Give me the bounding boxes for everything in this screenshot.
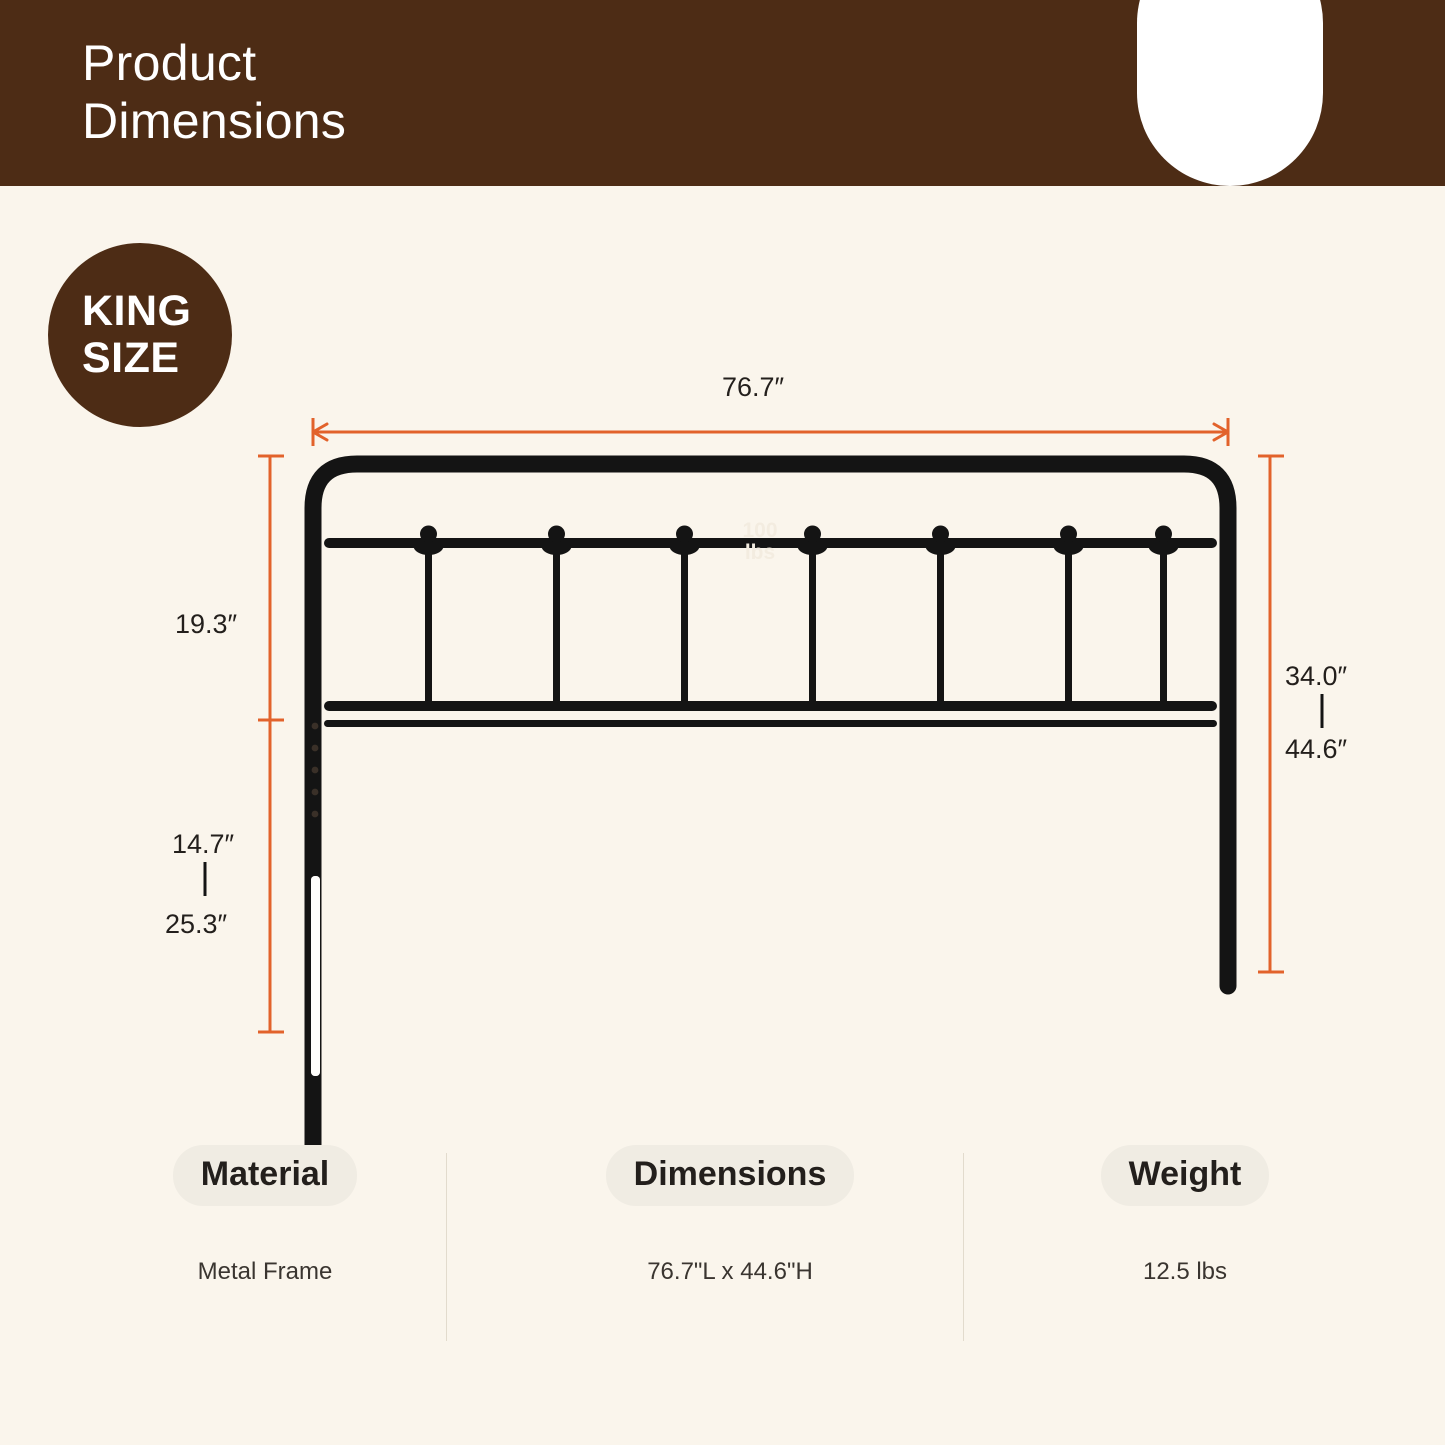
size-badge-line1: KING — [82, 287, 192, 335]
spindles — [414, 526, 1179, 707]
header-badge — [1137, 0, 1323, 186]
dimension-width-top: 76.7″ — [722, 372, 785, 402]
spec-weight-value: 12.5 lbs — [1142, 1258, 1228, 1285]
spec-divider-2 — [963, 1153, 964, 1341]
spec-strip — [0, 1145, 1445, 1375]
page-title-line1: Product — [82, 35, 257, 91]
product-diagram — [0, 186, 1445, 1186]
page-header — [0, 0, 1445, 186]
dimension-lower-left-bottom: 25.3″ — [165, 909, 228, 939]
spec-dimensions — [585, 1145, 875, 1286]
spec-material-label: Material — [173, 1145, 358, 1206]
dimension-right-bottom: 44.6″ — [1285, 734, 1348, 764]
size-badge-line2: SIZE — [82, 334, 180, 382]
spec-weight — [1040, 1145, 1330, 1286]
spec-dimensions-value: 76.7"L x 44.6"H — [647, 1258, 813, 1285]
spec-dimensions-label: Dimensions — [606, 1145, 855, 1206]
page-title — [82, 34, 346, 150]
headboard-shape — [311, 464, 1233, 1186]
headboard-illustration — [0, 186, 1445, 1186]
weight-watermark: 100 lbs — [742, 519, 778, 564]
page-title-line2: Dimensions — [82, 93, 347, 149]
spec-material — [120, 1145, 410, 1286]
spec-weight-label: Weight — [1101, 1145, 1270, 1206]
dimension-lower-left-top: 14.7″ — [172, 829, 235, 859]
spec-material-value: Metal Frame — [197, 1258, 333, 1285]
dimension-right-top: 34.0″ — [1285, 661, 1348, 691]
dimension-upper-left: 19.3″ — [175, 609, 238, 639]
spec-divider-1 — [446, 1153, 447, 1341]
